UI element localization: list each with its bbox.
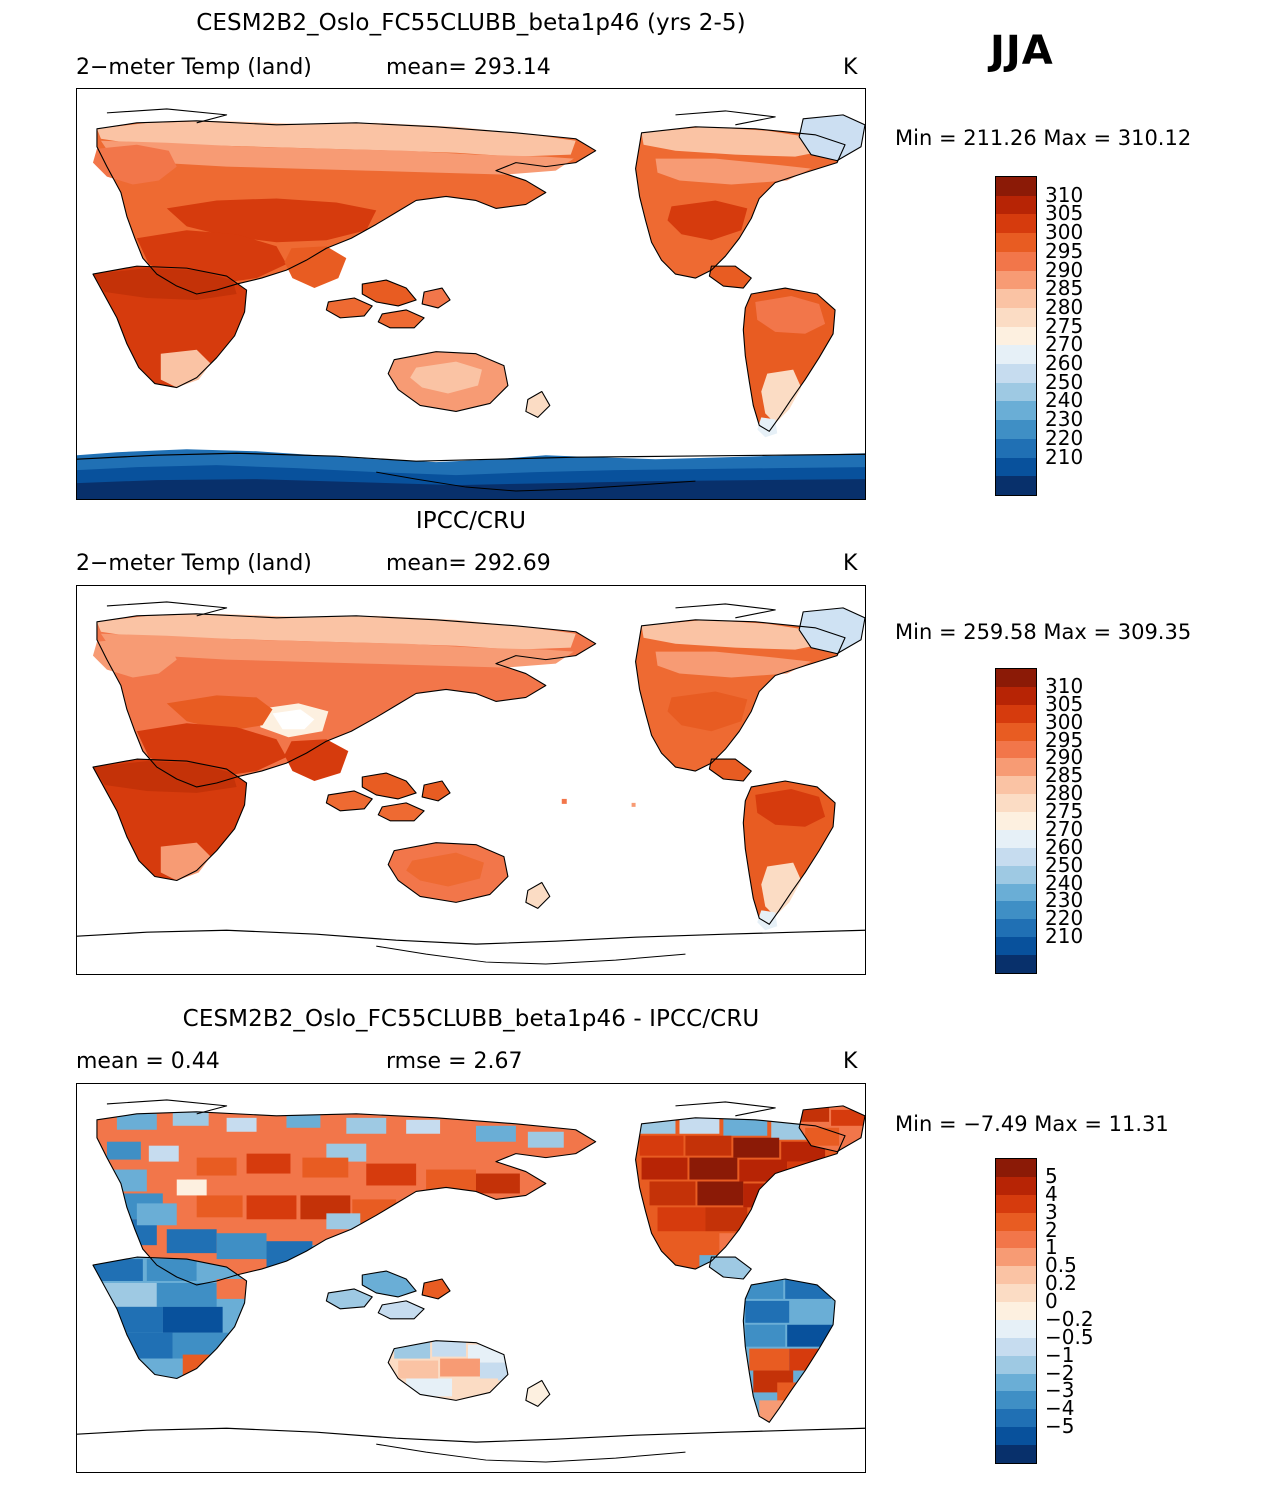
colorbar-tick-label: −2	[1045, 1360, 1075, 1385]
colorbar-tick-label: 280	[1045, 781, 1084, 806]
colorbar-segment	[996, 364, 1036, 383]
season-label: JJA	[990, 28, 1054, 74]
panel-rmse-diff: rmse = 2.67	[386, 1049, 523, 1074]
colorbar-segment	[996, 741, 1036, 759]
colorbar-segment	[996, 214, 1036, 233]
colorbar-tick-label: 270	[1045, 816, 1084, 841]
colorbar-segment	[996, 271, 1036, 290]
colorbar-tick-label: 3	[1045, 1199, 1058, 1224]
colorbar-segment	[996, 812, 1036, 830]
colorbar-segment	[996, 308, 1036, 327]
colorbar-segment	[996, 401, 1036, 420]
colorbar-tick-label: 0.2	[1045, 1271, 1077, 1296]
colorbar-tick-label: 0	[1045, 1289, 1058, 1314]
colorbar-segment	[996, 289, 1036, 308]
colorbar-segment	[996, 196, 1036, 215]
minmax-diff: Min = −7.49 Max = 11.31	[895, 1112, 1169, 1136]
map-canvas-diff	[77, 1084, 865, 1472]
colorbar-tick-label: 295	[1045, 238, 1084, 263]
colorbar-strip-obs	[995, 668, 1037, 974]
colorbar-segment	[996, 794, 1036, 812]
panel-title-diff: CESM2B2_Oslo_FC55CLUBB_beta1p46 - IPCC/CRU	[182, 1006, 760, 1032]
colorbar-tick-label: 230	[1045, 888, 1084, 913]
colorbar-tick-label: 295	[1045, 727, 1084, 752]
colorbar-segment	[996, 1445, 1036, 1463]
colorbar-tick-label: 310	[1045, 673, 1084, 698]
colorbar-segment	[996, 830, 1036, 848]
colorbar-segment	[996, 252, 1036, 271]
colorbar-tick-label: 305	[1045, 201, 1084, 226]
colorbar-tick-label: 290	[1045, 257, 1084, 282]
colorbar-segment	[996, 1248, 1036, 1266]
colorbar-tick-label: 285	[1045, 276, 1084, 301]
map-panel-diff	[76, 1083, 866, 1473]
colorbar-segment	[996, 758, 1036, 776]
colorbar-segment	[996, 439, 1036, 458]
colorbar-segment	[996, 884, 1036, 902]
map-panel-model	[76, 88, 866, 500]
colorbar-tick-label: 270	[1045, 332, 1084, 357]
colorbar-tick-label: 250	[1045, 852, 1084, 877]
colorbar-segment	[996, 233, 1036, 252]
colorbar-tick-label: 1	[1045, 1235, 1058, 1260]
colorbar-segment	[996, 687, 1036, 705]
colorbar-tick-label: 275	[1045, 313, 1084, 338]
panel-units-diff: K	[843, 1049, 858, 1074]
panel-title-model: CESM2B2_Oslo_FC55CLUBB_beta1p46 (yrs 2-5)	[196, 10, 746, 36]
colorbar-strip-diff	[995, 1158, 1037, 1464]
colorbar-tick-label: 240	[1045, 870, 1084, 895]
colorbar-segment	[996, 420, 1036, 439]
colorbar-tick-label: 260	[1045, 834, 1084, 859]
map-panel-obs	[76, 585, 866, 975]
colorbar-tick-label: 220	[1045, 425, 1084, 450]
panel-mean-diff: mean = 0.44	[76, 1049, 220, 1074]
colorbar-model	[995, 176, 1175, 496]
colorbar-segment	[996, 955, 1036, 973]
colorbar-segment	[996, 848, 1036, 866]
colorbar-segment	[996, 723, 1036, 741]
colorbar-segment	[996, 1195, 1036, 1213]
colorbar-tick-label: 0.5	[1045, 1253, 1077, 1278]
colorbar-tick-label: 280	[1045, 294, 1084, 319]
colorbar-segment	[996, 1409, 1036, 1427]
colorbar-tick-label: 305	[1045, 691, 1084, 716]
colorbar-segment	[996, 1391, 1036, 1409]
panel-title-obs: IPCC/CRU	[415, 508, 527, 534]
colorbar-tick-label: 290	[1045, 745, 1084, 770]
colorbar-segment	[996, 1374, 1036, 1392]
colorbar-segment	[996, 1266, 1036, 1284]
colorbar-segment	[996, 1320, 1036, 1338]
colorbar-tick-label: 275	[1045, 799, 1084, 824]
colorbar-tick-label: 240	[1045, 388, 1084, 413]
colorbar-tick-label: 4	[1045, 1181, 1058, 1206]
colorbar-tick-label: 210	[1045, 444, 1084, 469]
colorbar-tick-label: −1	[1045, 1342, 1075, 1367]
colorbar-tick-label: 220	[1045, 906, 1084, 931]
colorbar-tick-label: −4	[1045, 1396, 1075, 1421]
colorbar-segment	[996, 177, 1036, 196]
colorbar-segment	[996, 327, 1036, 346]
colorbar-segment	[996, 669, 1036, 687]
colorbar-tick-label: 2	[1045, 1217, 1058, 1242]
colorbar-tick-label: 285	[1045, 763, 1084, 788]
colorbar-tick-label: −5	[1045, 1414, 1075, 1439]
colorbar-segment	[996, 476, 1036, 495]
colorbar-segment	[996, 383, 1036, 402]
colorbar-tick-label: 260	[1045, 351, 1084, 376]
panel-mean-model: mean= 293.14	[386, 55, 551, 80]
colorbar-segment	[996, 458, 1036, 477]
colorbar-segment	[996, 1302, 1036, 1320]
colorbar-segment	[996, 1231, 1036, 1249]
map-canvas-model	[77, 89, 865, 499]
colorbar-segment	[996, 1338, 1036, 1356]
colorbar-tick-label: 230	[1045, 407, 1084, 432]
colorbar-diff	[995, 1158, 1175, 1464]
colorbar-segment	[996, 345, 1036, 364]
minmax-model: Min = 211.26 Max = 310.12	[895, 126, 1192, 150]
colorbar-segment	[996, 1213, 1036, 1231]
colorbar-segment	[996, 866, 1036, 884]
colorbar-segment	[996, 1284, 1036, 1302]
colorbar-tick-label: −3	[1045, 1378, 1075, 1403]
colorbar-strip-model	[995, 176, 1037, 496]
colorbar-segment	[996, 937, 1036, 955]
colorbar-segment	[996, 1159, 1036, 1177]
map-canvas-obs	[77, 586, 865, 974]
colorbar-segment	[996, 705, 1036, 723]
colorbar-obs	[995, 668, 1175, 974]
colorbar-tick-label: −0.2	[1045, 1306, 1094, 1331]
colorbar-tick-label: 310	[1045, 182, 1084, 207]
colorbar-tick-label: 250	[1045, 369, 1084, 394]
colorbar-tick-label: 300	[1045, 709, 1084, 734]
colorbar-segment	[996, 1427, 1036, 1445]
colorbar-segment	[996, 1356, 1036, 1374]
colorbar-tick-label: 5	[1045, 1163, 1058, 1188]
minmax-obs: Min = 259.58 Max = 309.35	[895, 620, 1192, 644]
colorbar-segment	[996, 919, 1036, 937]
panel-mean-obs: mean= 292.69	[386, 551, 551, 576]
panel-units-obs: K	[843, 551, 858, 576]
colorbar-tick-label: −0.5	[1045, 1324, 1094, 1349]
panel-units-model: K	[843, 55, 858, 80]
colorbar-segment	[996, 1177, 1036, 1195]
colorbar-tick-label: 300	[1045, 220, 1084, 245]
panel-varlabel-model: 2−meter Temp (land)	[76, 55, 312, 80]
colorbar-segment	[996, 901, 1036, 919]
panel-varlabel-obs: 2−meter Temp (land)	[76, 551, 312, 576]
colorbar-tick-label: 210	[1045, 924, 1084, 949]
colorbar-segment	[996, 776, 1036, 794]
